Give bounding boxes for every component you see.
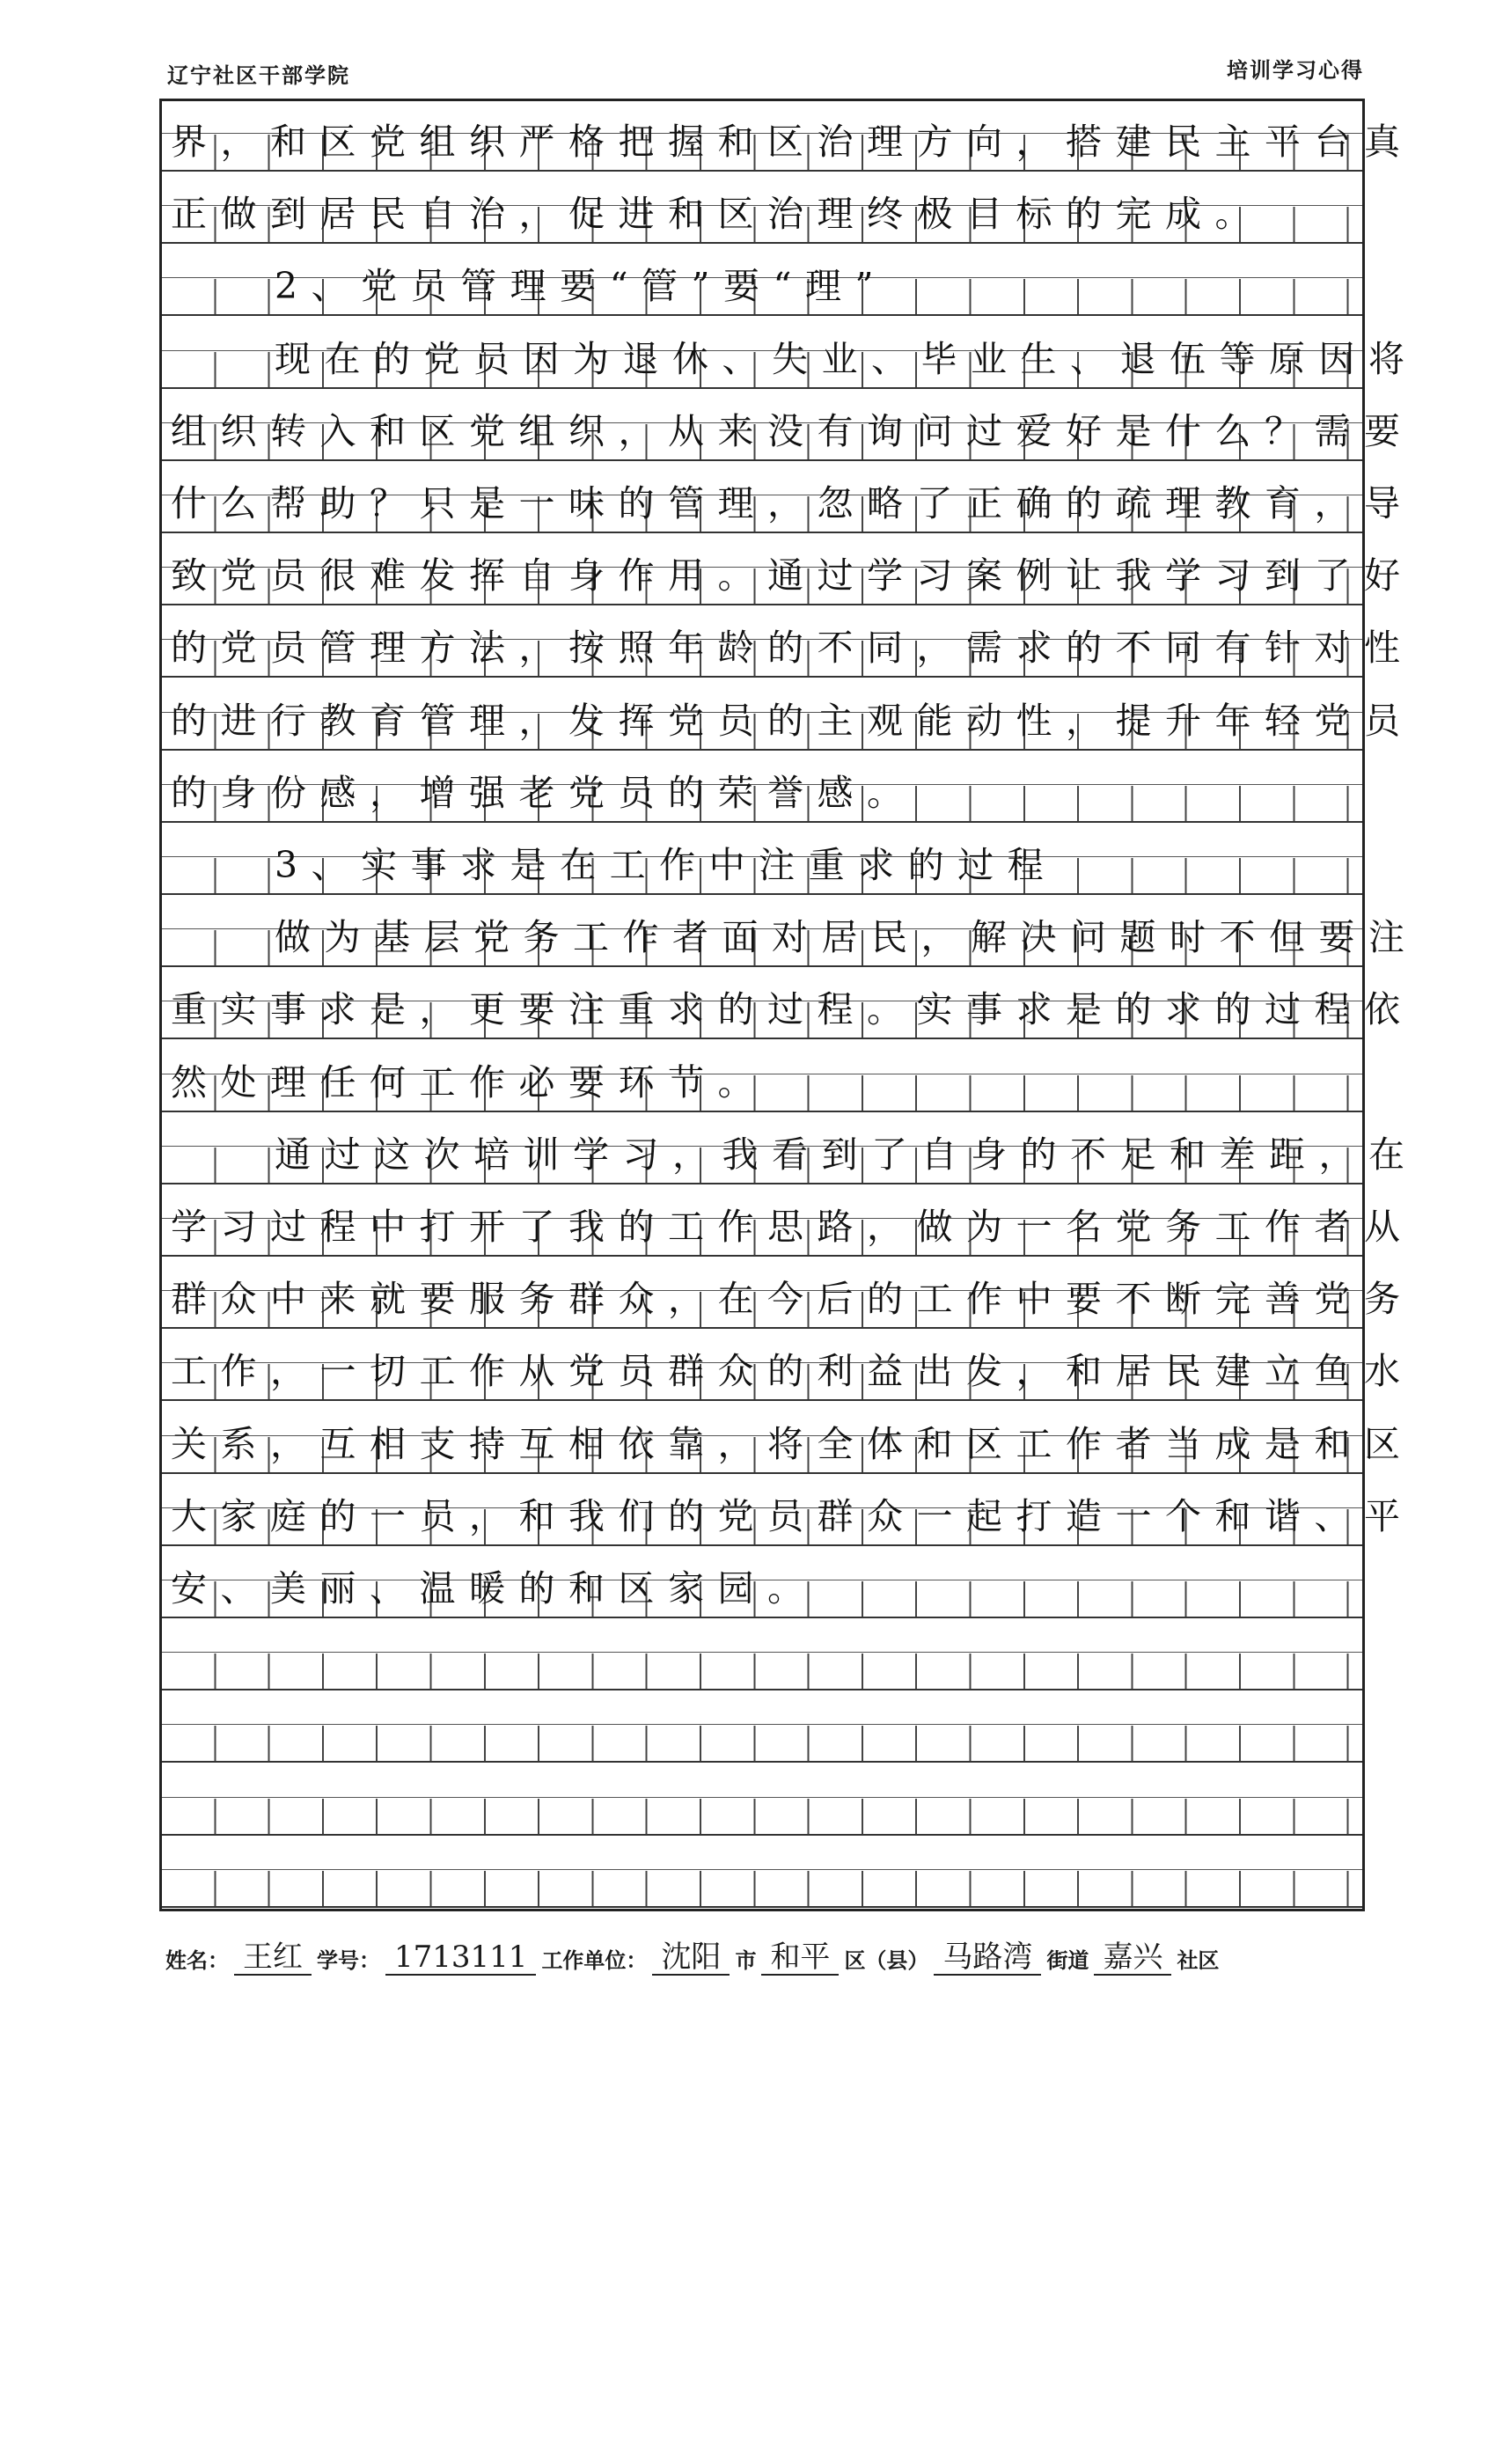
row-spacer xyxy=(162,1837,1362,1870)
handwritten-line: 工作，一切工作从党员群众的利益出发，和居民建立鱼水 xyxy=(171,1350,1414,1393)
grid-row xyxy=(162,173,1362,244)
city-value: 沈阳 xyxy=(652,1941,730,1976)
grid-row xyxy=(162,1692,1362,1763)
row-spacer xyxy=(162,1692,1362,1725)
footer-info xyxy=(165,1941,1219,1976)
handwritten-line: 3、实事求是在工作中注重求的过程 xyxy=(275,844,1058,886)
street-value: 马路湾 xyxy=(934,1941,1041,1976)
document-type: 培训学习心得 xyxy=(1227,58,1364,83)
grid-row xyxy=(162,969,1414,1039)
grid-row xyxy=(162,319,1419,389)
work-unit-label: 工作单位： xyxy=(541,1948,648,1974)
handwritten-line: 界，和区党组织严格把握和区治理方向，搭建民主平台真 xyxy=(171,121,1414,163)
grid-row xyxy=(162,1186,1414,1257)
handwritten-line: 关系，互相支持互相依靠，将全体和区工作者当成是和区 xyxy=(171,1422,1414,1465)
community-value: 嘉兴 xyxy=(1094,1941,1171,1976)
district-value: 和平 xyxy=(761,1941,839,1976)
handwritten-line: 现在的党员因为退休、失业、毕业生、退伍等原因将 xyxy=(275,337,1419,380)
handwritten-line: 的身份感，增强老党员的荣誉感。 xyxy=(171,771,917,814)
grid-row xyxy=(162,1258,1414,1329)
grid-row xyxy=(162,680,1414,751)
grid-row xyxy=(162,101,1414,172)
grid-row xyxy=(162,897,1419,967)
handwritten-line: 组织转入和区党组织，从来没有询问过爱好是什么？需要 xyxy=(171,409,1414,452)
handwritten-line: 的进行教育管理，发挥党员的主观能动性，提升年轻党员 xyxy=(171,699,1414,742)
grid-row xyxy=(162,1331,1414,1401)
handwritten-line: 什么帮助？只是一味的管理，忽略了正确的疏理教育，导 xyxy=(171,482,1414,524)
handwritten-line: 2、党员管理要“管”要“理” xyxy=(275,265,887,308)
handwritten-line: 重实事求是，更要注重求的过程。实事求是的求的过程依 xyxy=(171,988,1414,1031)
handwritten-line: 做为基层党务工作者面对居民，解决问题时不但要注 xyxy=(275,916,1419,959)
handwritten-line: 大家庭的一员，和我们的党员群众一起打造一个和谐、平 xyxy=(171,1494,1414,1537)
row-spacer xyxy=(162,1765,1362,1798)
grid-row xyxy=(162,1476,1414,1546)
name-value: 王红 xyxy=(234,1941,312,1976)
grid-row xyxy=(162,1548,1362,1618)
grid-row xyxy=(162,1114,1419,1184)
handwritten-line: 的党员管理方法，按照年龄的不同，需求的不同有针对性 xyxy=(171,627,1414,670)
student-id-label: 学号： xyxy=(317,1948,380,1974)
grid-row xyxy=(162,752,1362,823)
handwritten-line: 然处理任何工作必要环节。 xyxy=(171,1060,767,1104)
grid-row xyxy=(162,246,1362,316)
grid-row xyxy=(162,1837,1362,1908)
community-label: 社区 xyxy=(1177,1948,1220,1974)
district-label: 区（县） xyxy=(844,1948,929,1974)
name-label: 姓名： xyxy=(165,1948,229,1974)
grid-row xyxy=(162,535,1414,605)
grid-row xyxy=(162,607,1414,678)
grid-row xyxy=(162,463,1414,533)
grid-row xyxy=(162,1042,1362,1112)
student-id-value: 1713111 xyxy=(385,1941,536,1976)
handwritten-line: 学习过程中打开了我的工作思路，做为一名党务工作者从 xyxy=(171,1206,1414,1248)
grid-row xyxy=(162,1404,1414,1474)
street-label: 街道 xyxy=(1046,1948,1089,1974)
handwritten-line: 通过这次培训学习，我看到了自身的不足和差距，在 xyxy=(275,1133,1419,1176)
handwritten-line: 正做到居民自治，促进和区治理终极目标的完成。 xyxy=(171,193,1265,236)
grid-row xyxy=(162,391,1414,461)
grid-row xyxy=(162,1765,1362,1836)
handwritten-line: 安、美丽、温暖的和区家园。 xyxy=(171,1567,818,1610)
grid-row xyxy=(162,1620,1362,1690)
handwritten-line: 致党员很难发挥自身作用。通过学习案例让我学习到了好 xyxy=(171,554,1414,598)
handwritten-line: 群众中来就要服务群众，在今后的工作中要不断完善党务 xyxy=(171,1278,1414,1321)
row-spacer xyxy=(162,1620,1362,1653)
writing-grid xyxy=(159,99,1419,1911)
city-label: 市 xyxy=(735,1948,757,1974)
institution-name: 辽宁社区干部学院 xyxy=(167,63,350,88)
grid-row xyxy=(162,825,1362,895)
